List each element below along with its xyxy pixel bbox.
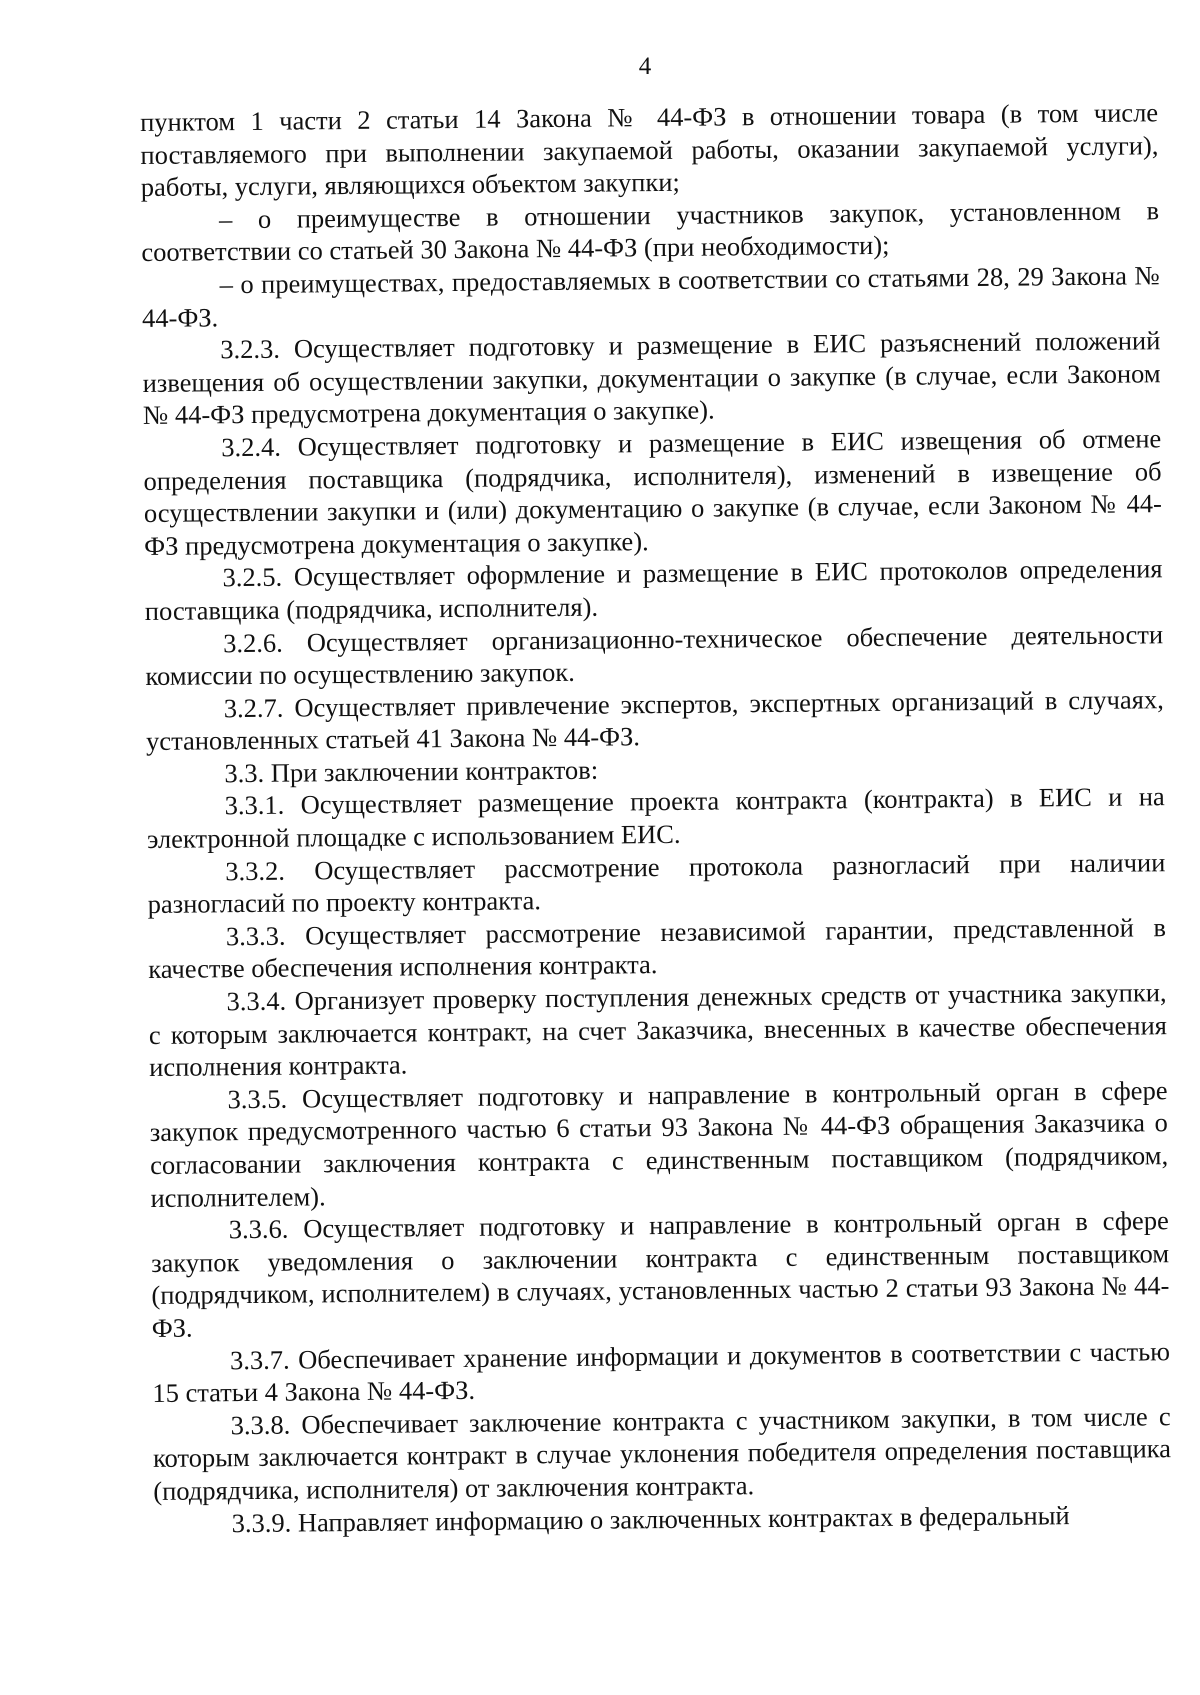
paragraph-3-3-7: 3.3.7. Обеспечивает хранение информации и документов в соответствии с частью 15 статьи 4 Закона № 44-ФЗ. xyxy=(152,1335,1171,1409)
paragraph-continuation: пунктом 1 части 2 статьи 14 Закона № 44-ФЗ в отношении товара (в том числе поставляемого при выполнении закупаемой работы, оказании закупаемой услуги), работы, услуги, являющихся объектом закупки; xyxy=(140,97,1159,203)
paragraph-3-3-1: 3.3.1. Осуществляет размещение проекта контракта (контракта) в ЕИС и на электронной площадке с использованием ЕИС. xyxy=(146,781,1165,855)
paragraph-3-2-7: 3.2.7. Осуществляет привлечение экспертов, экспертных организаций в случаях, установленных статьей 41 Закона № 44-ФЗ. xyxy=(145,683,1164,757)
paragraph-dash-item: – о преимуществе в отношении участников закупок, установленном в соответствии со статьей 30 Закона № 44-ФЗ (при необходимости); xyxy=(141,195,1160,268)
paragraph-3-2-4: 3.2.4. Осуществляет подготовку и размещение в ЕИС извещения об отмене определения поставщика (подрядчика, исполнителя), изменений в извещение об осуществлении закупки и (или) документацию о закупке (в случае, если Законом № 44-ФЗ предусмотрена документация о закупке). xyxy=(143,423,1163,561)
section-heading-3-3: 3.3. При заключении контрактов: xyxy=(224,754,599,789)
paragraph-3-3-2: 3.3.2. Осуществляет рассмотрение протокола разногласий при наличии разногласий по проекту контракта. xyxy=(147,846,1166,920)
paragraph-3-3-5: 3.3.5. Осуществляет подготовку и направление в контрольный орган в сфере закупок предусмотренного частью 6 статьи 93 Закона № 44-ФЗ обращения Заказчика о согласовании заключения контракта с единственным поставщиком (подрядчиком, исполнителем). xyxy=(149,1074,1169,1213)
paragraph-3-3-4: 3.3.4. Организует проверку поступления денежных средств от участника закупки, с которым заключается контракт, на счет Заказчика, внесенных в качестве обеспечения исполнения контракта. xyxy=(148,977,1168,1083)
paragraph-3-2-5: 3.2.5. Осуществляет оформление и размещение в ЕИС протоколов определения поставщика (подрядчика, исполнителя). xyxy=(144,553,1163,626)
paragraph-3-2-6: 3.2.6. Осуществляет организационно-техническое обеспечение деятельности комиссии по осуществлению закупок. xyxy=(145,618,1164,692)
document-body xyxy=(140,96,1172,1540)
paragraph-3-3-3: 3.3.3. Осуществляет рассмотрение независимой гарантии, представленной в качестве обеспечения исполнения контракта. xyxy=(148,912,1167,985)
paragraph-3-3-9: 3.3.9. Направляет информацию о заключенных контрактах в федеральный xyxy=(231,1499,1070,1538)
paragraph-3-2-3: 3.2.3. Осуществляет подготовку и размещение в ЕИС разъяснений положений извещения об осуществлении закупки, документации о закупке (в случае, если Законом № 44-ФЗ предусмотрена документация о закупке). xyxy=(142,325,1161,431)
paragraph-dash-item: – о преимуществах, предоставляемых в соответствии со статьями 28, 29 Закона № 44-ФЗ. xyxy=(141,260,1160,333)
paragraph-3-3-6: 3.3.6. Осуществляет подготовку и направление в контрольный орган в сфере закупок уведомления о заключении контракта с единственным поставщиком (подрядчиком, исполнителем) в случаях, установленных частью 2 статьи 93 Закона № 44-ФЗ. xyxy=(150,1205,1170,1343)
paragraph-3-3-8: 3.3.8. Обеспечивает заключение контракта с участником закупки, в том числе с которым заключается контракт в случае уклонения победителя определения поставщика (подрядчика, исполнителя) от заключения контракта. xyxy=(152,1400,1172,1506)
page-number: 4 xyxy=(638,53,652,80)
